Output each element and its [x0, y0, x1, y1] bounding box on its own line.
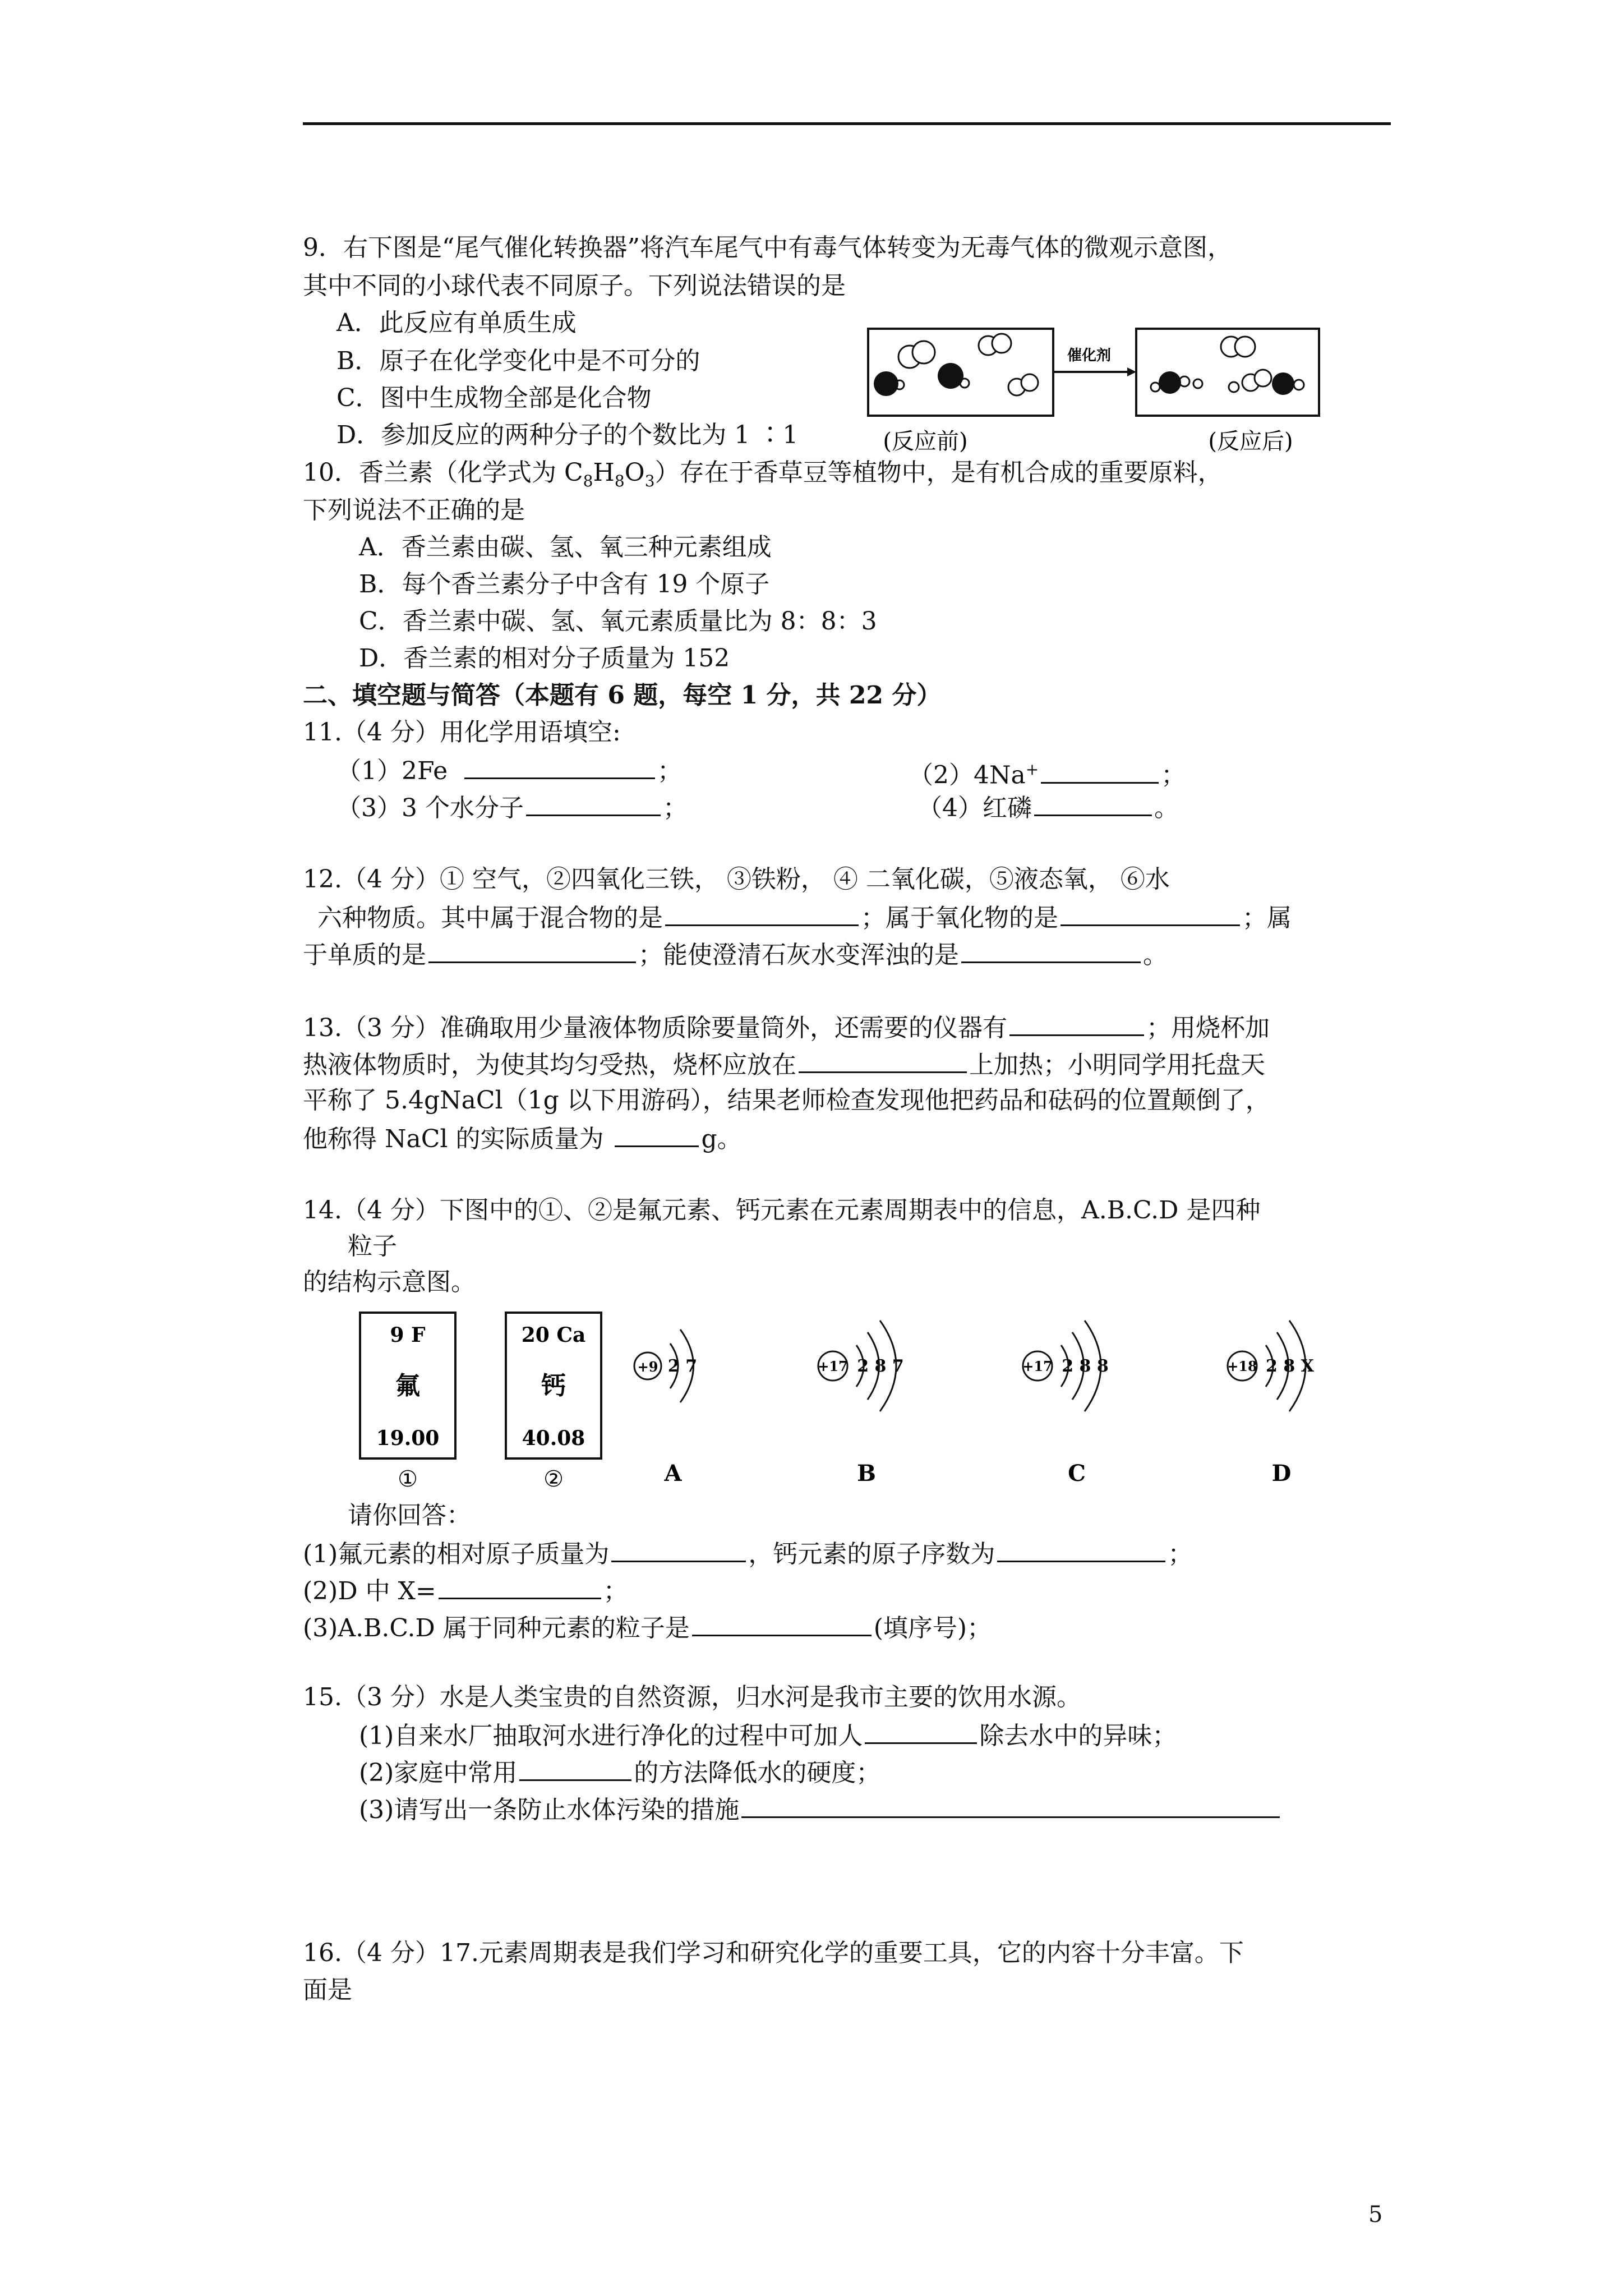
q11-part2: （2）4Na+ ；: [909, 753, 1186, 793]
answer-blank: [428, 937, 636, 963]
header-rule: [303, 122, 1391, 125]
q16-line2: 面是: [303, 1976, 352, 2004]
q10-option-c: C．香兰素中碳、氢、氧元素质量比为 8：8：3: [359, 607, 877, 636]
q13-line2: 热液体物质时，为使其均匀受热，烧杯应放在 上加热；小明同学用托盘天: [303, 1047, 1265, 1082]
atom-b: [818, 1320, 904, 1487]
q14-line3: 的结构示意图。: [303, 1268, 476, 1296]
answer-blank: [1041, 757, 1159, 784]
fluorine-card-name: 氟: [395, 1372, 420, 1400]
fluorine-card-mass: 19.00: [376, 1427, 440, 1450]
answer-blank: [464, 753, 655, 779]
q9-stem-line1: 9．右下图是“尾气催化转换器”将汽车尾气中有毒气体转变为无毒气体的微观示意图，: [303, 233, 1232, 262]
q12-line2: 六种物质。其中属于混合物的是 ；属于氧化物的是 ；属: [317, 900, 1292, 935]
q11-stem: 11.（4 分）用化学用语填空:: [303, 718, 621, 747]
atomic-structure-figure: [359, 1307, 1335, 1498]
atom-nucleus: +17: [818, 1358, 848, 1374]
atom-label: B: [857, 1460, 876, 1487]
q12-line3: 于单质的是 ；能使澄清石灰水变浑浊的是 。: [303, 937, 1168, 972]
atom-c: [1022, 1320, 1109, 1487]
atom-nucleus: +17: [1022, 1358, 1053, 1374]
answer-blank: [799, 1047, 967, 1073]
q14-line2: 粒子: [348, 1232, 397, 1260]
calcium-card-name: 钙: [541, 1372, 566, 1400]
answer-blank: [615, 1121, 699, 1147]
atom-shells: 2 8 8: [1062, 1356, 1109, 1376]
atom-nucleus: +18: [1227, 1358, 1257, 1374]
answer-blank: [519, 1755, 631, 1781]
q13-line4: 他称得 NaCl 的实际质量为 g。: [303, 1121, 742, 1156]
q10-stem-line2: 下列说法不正确的是: [303, 496, 525, 524]
q10-stem-line1: 10．香兰素（化学式为 $C_8H_8O_3$）存在于香草豆等植物中，是有机合成的重要原料，: [303, 458, 1223, 490]
catalyst-label: 催化剂: [1067, 347, 1112, 364]
answer-blank: [1061, 900, 1240, 926]
q9-option-a: A．此反应有单质生成: [336, 309, 577, 337]
q14-answer2: (2)D 中 X= ；: [303, 1573, 628, 1608]
answer-blank: [526, 790, 661, 816]
q14-prompt: 请你回答：: [348, 1501, 471, 1530]
answer-blank: [439, 1573, 601, 1599]
atom-label: D: [1271, 1460, 1292, 1487]
q15-part2: (2)家庭中常用 的方法降低水的硬度；: [359, 1755, 880, 1790]
atom-label: C: [1068, 1460, 1086, 1487]
q11-part4: （4）红磷 。: [917, 790, 1179, 825]
atom-shells: 2 7: [667, 1356, 698, 1376]
atom-a: [634, 1329, 697, 1487]
q13-line1: 13.（3 分）准确取用少量液体物质除要量筒外，还需要的仪器有 ；用烧杯加: [303, 1010, 1270, 1045]
reaction-diagram: [864, 324, 1324, 464]
before-label: (反应前): [883, 429, 968, 454]
q9-option-c: C．图中生成物全部是化合物: [336, 384, 652, 412]
q10-option-a: A．香兰素由碳、氢、氧三种元素组成: [359, 533, 772, 562]
atom-shells: 2 8 X: [1266, 1356, 1314, 1376]
answer-blank: [611, 1536, 746, 1562]
q10-option-d: D．香兰素的相对分子质量为 152: [359, 644, 730, 673]
calcium-card-number: 20 Ca: [521, 1323, 586, 1347]
answer-blank: [997, 1536, 1165, 1562]
calcium-card-mass: 40.08: [522, 1427, 585, 1450]
q9-option-b: B．原子在化学变化中是不可分的: [336, 347, 700, 375]
q10-option-b: B．每个香兰素分子中含有 19 个原子: [359, 570, 770, 599]
calcium-card-label: ②: [543, 1466, 564, 1492]
q11-part3: （3）3 个水分子 ；: [336, 790, 688, 825]
atom-d: [1227, 1320, 1314, 1487]
q16-line1: 16.（4 分）17.元素周期表是我们学习和研究化学的重要工具，它的内容十分丰富。下: [303, 1939, 1244, 1967]
atom-nucleus: +9: [637, 1359, 658, 1375]
answer-blank: [692, 1610, 872, 1636]
answer-blank: [865, 1718, 977, 1744]
q14-line1: 14.（4 分）下图中的①、②是氟元素、钙元素在元素周期表中的信息，A.B.C.D 是四种: [303, 1196, 1261, 1225]
section-heading: 二、填空题与简答（本题有 6 题，每空 1 分，共 22 分）: [303, 681, 942, 710]
fluorine-card-number: 9 F: [390, 1323, 426, 1347]
q13-line3: 平称了 5.4gNaCl（1g 以下用游码），结果老师检查发现他把药品和砝码的位置颠倒了，: [303, 1086, 1270, 1115]
answer-blank: [961, 937, 1141, 963]
atom-label: A: [664, 1460, 682, 1487]
answer-blank: [665, 900, 859, 926]
q15-stem: 15.（3 分）水是人类宝贵的自然资源，归水河是我市主要的饮用水源。: [303, 1683, 1081, 1711]
q15-part3: (3)请写出一条防止水体污染的措施: [359, 1792, 1282, 1827]
q15-part1: (1)自来水厂抽取河水进行净化的过程中可加人 除去水中的异味；: [359, 1718, 1177, 1753]
page-number: 5: [1368, 2202, 1383, 2228]
q9-option-d: D．参加反应的两种分子的个数比为 1 ∶1: [336, 421, 799, 449]
q14-answer1: (1)氟元素的相对原子质量为 ，钙元素的原子序数为 ；: [303, 1536, 1192, 1571]
q11-part1: （1）2Fe ；: [336, 753, 682, 788]
answer-blank: [741, 1792, 1280, 1818]
q14-answer3: (3)A.B.C.D 属于同种元素的粒子是 (填序号)；: [303, 1610, 992, 1645]
q9-stem-line2: 其中不同的小球代表不同原子。下列说法错误的是: [303, 272, 846, 300]
q12-line1: 12.（4 分）① 空气，②四氧化三铁， ③铁粉， ④ 二氧化碳，⑤液态氧， ⑥水: [303, 865, 1170, 894]
atom-shells: 2 8 7: [857, 1356, 904, 1376]
answer-blank: [1034, 790, 1152, 816]
after-label: (反应后): [1208, 429, 1293, 454]
answer-blank: [1009, 1010, 1144, 1036]
fluorine-card-label: ①: [398, 1466, 418, 1492]
